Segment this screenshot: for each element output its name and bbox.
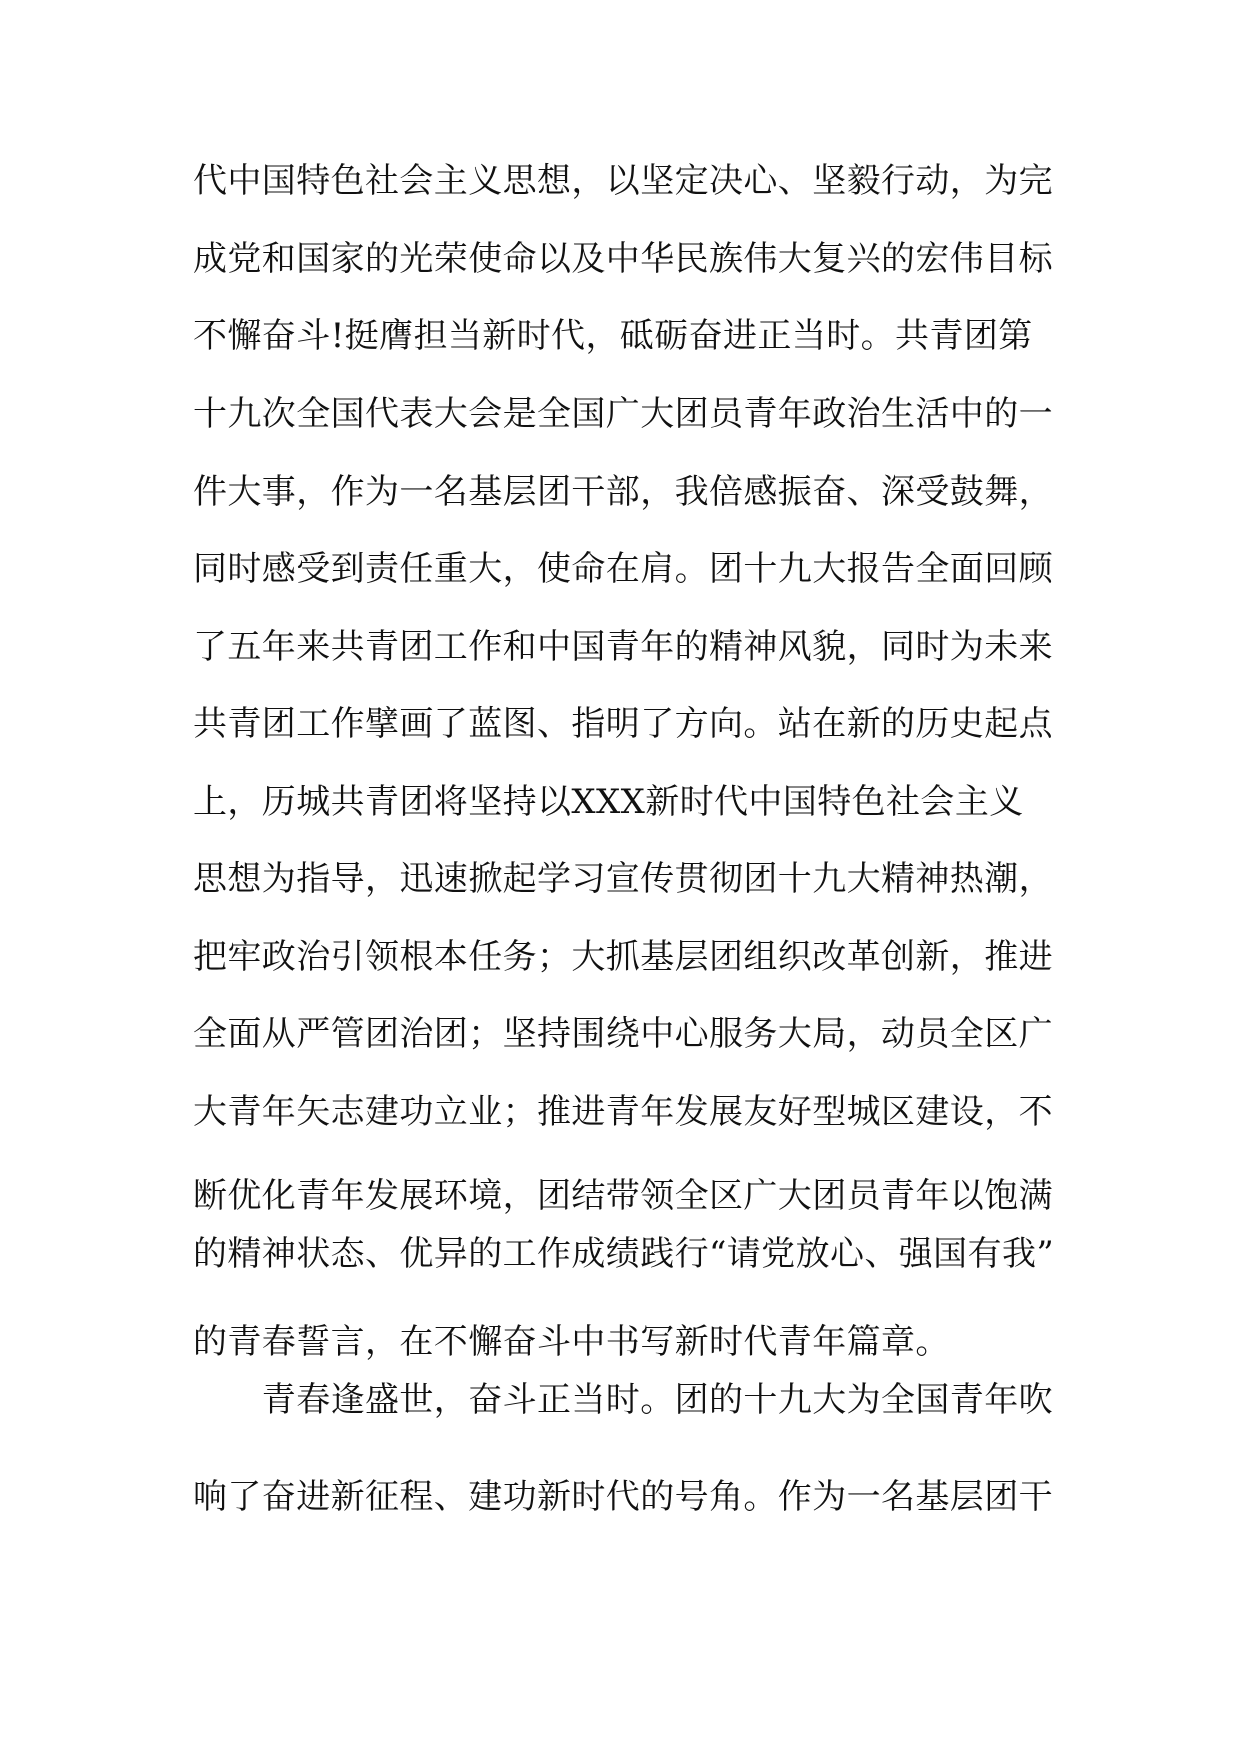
body-text-line: 的青春誓言，在不懈奋斗中书写新时代青年篇章。 [193,1322,950,1362]
body-text-line: 把牢政治引领根本任务；大抓基层团组织改革创新，推进 [193,937,1053,977]
body-text-line: 响了奋进新征程、建功新时代的号角。作为一名基层团干 [193,1477,1053,1517]
body-text-line: 共青团工作擘画了蓝图、指明了方向。站在新的历史起点 [193,704,1053,744]
body-text-line: 大青年矢志建功立业；推进青年发展友好型城区建设，不 [193,1092,1053,1132]
paragraph-first-line: 青春逢盛世，奋斗正当时。团的十九大为全国青年吹 [193,1380,1053,1420]
body-text-line: 断优化青年发展环境，团结带领全区广大团员青年以饱满 [193,1176,1053,1216]
body-text-line: 十九次全国代表大会是全国广大团员青年政治生活中的一 [193,394,1053,434]
body-text-line: 的精神状态、优异的工作成绩践行“请党放心、强国有我” [193,1234,1055,1274]
body-text-line: 件大事，作为一名基层团干部，我倍感振奋、深受鼓舞， [193,472,1053,512]
body-text-line: 思想为指导，迅速掀起学习宣传贯彻团十九大精神热潮， [193,859,1053,899]
body-text-line: 上，历城共青团将坚持以XXX新时代中国特色社会主义 [193,782,1024,822]
body-text-line: 不懈奋斗!挺膺担当新时代，砥砺奋进正当时。共青团第 [193,316,1033,356]
body-text-line: 成党和国家的光荣使命以及中华民族伟大复兴的宏伟目标 [193,239,1053,279]
body-text-line: 了五年来共青团工作和中国青年的精神风貌，同时为未来 [193,627,1053,667]
body-text-line: 同时感受到责任重大，使命在肩。团十九大报告全面回顾 [193,549,1053,589]
body-text-line: 代中国特色社会主义思想，以坚定决心、坚毅行动，为完 [193,161,1053,201]
body-text-line: 全面从严管团治团；坚持围绕中心服务大局，动员全区广 [193,1014,1053,1054]
